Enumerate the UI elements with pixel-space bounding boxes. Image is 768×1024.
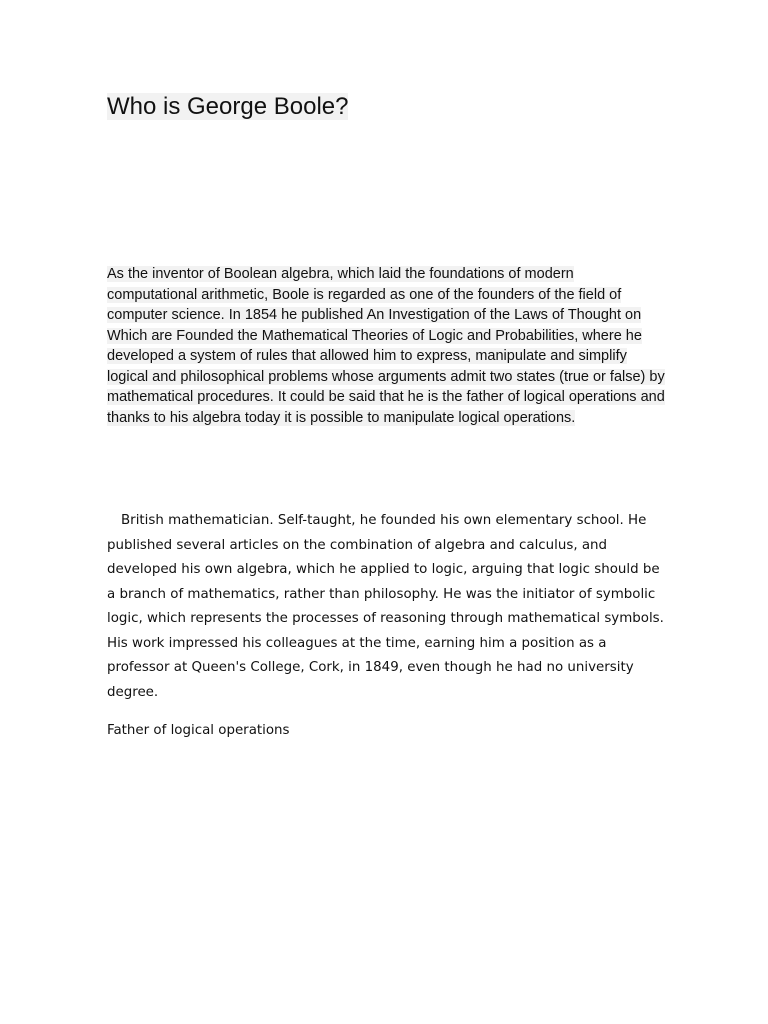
biography-paragraph: British mathematician. Self-taught, he founded his own elementary school. He published several articles on the combination of algebra and calculus, and developed his own algebra, which he applied to logic, arguing that logic should be a branch of mathematics, rather than philosophy. He was the initiator of symbolic logic, which represents the processes of reasoning through mathematical symbols. His work impressed his colleagues at the time, earning him a position as a professor at Queen's College, Cork, in 1849, even though he had no university degree.	[107, 513, 664, 700]
document-title-text: Who is George Boole?	[107, 93, 349, 120]
closing-line: Father of logical operations	[107, 723, 290, 738]
intro-paragraph	[107, 264, 667, 428]
document-title	[107, 91, 348, 123]
intro-paragraph-text: As the inventor of Boolean algebra, which laid the foundations of modern computational arithmetic, Boole is regarded as one of the founders of the field of computer science. In 1854 he published An Investigation of the Laws of Thought on Which are Founded the Mathematical Theories of Logic and Probabilities, where he developed a system of rules that allowed him to express, manipulate and simplify logical and philosophical problems whose arguments admit two states (true or false) by mathematical procedures. It could be said that he is the father of logical operations and thanks to his algebra today it is possible to manipulate logical operations.	[107, 266, 665, 426]
